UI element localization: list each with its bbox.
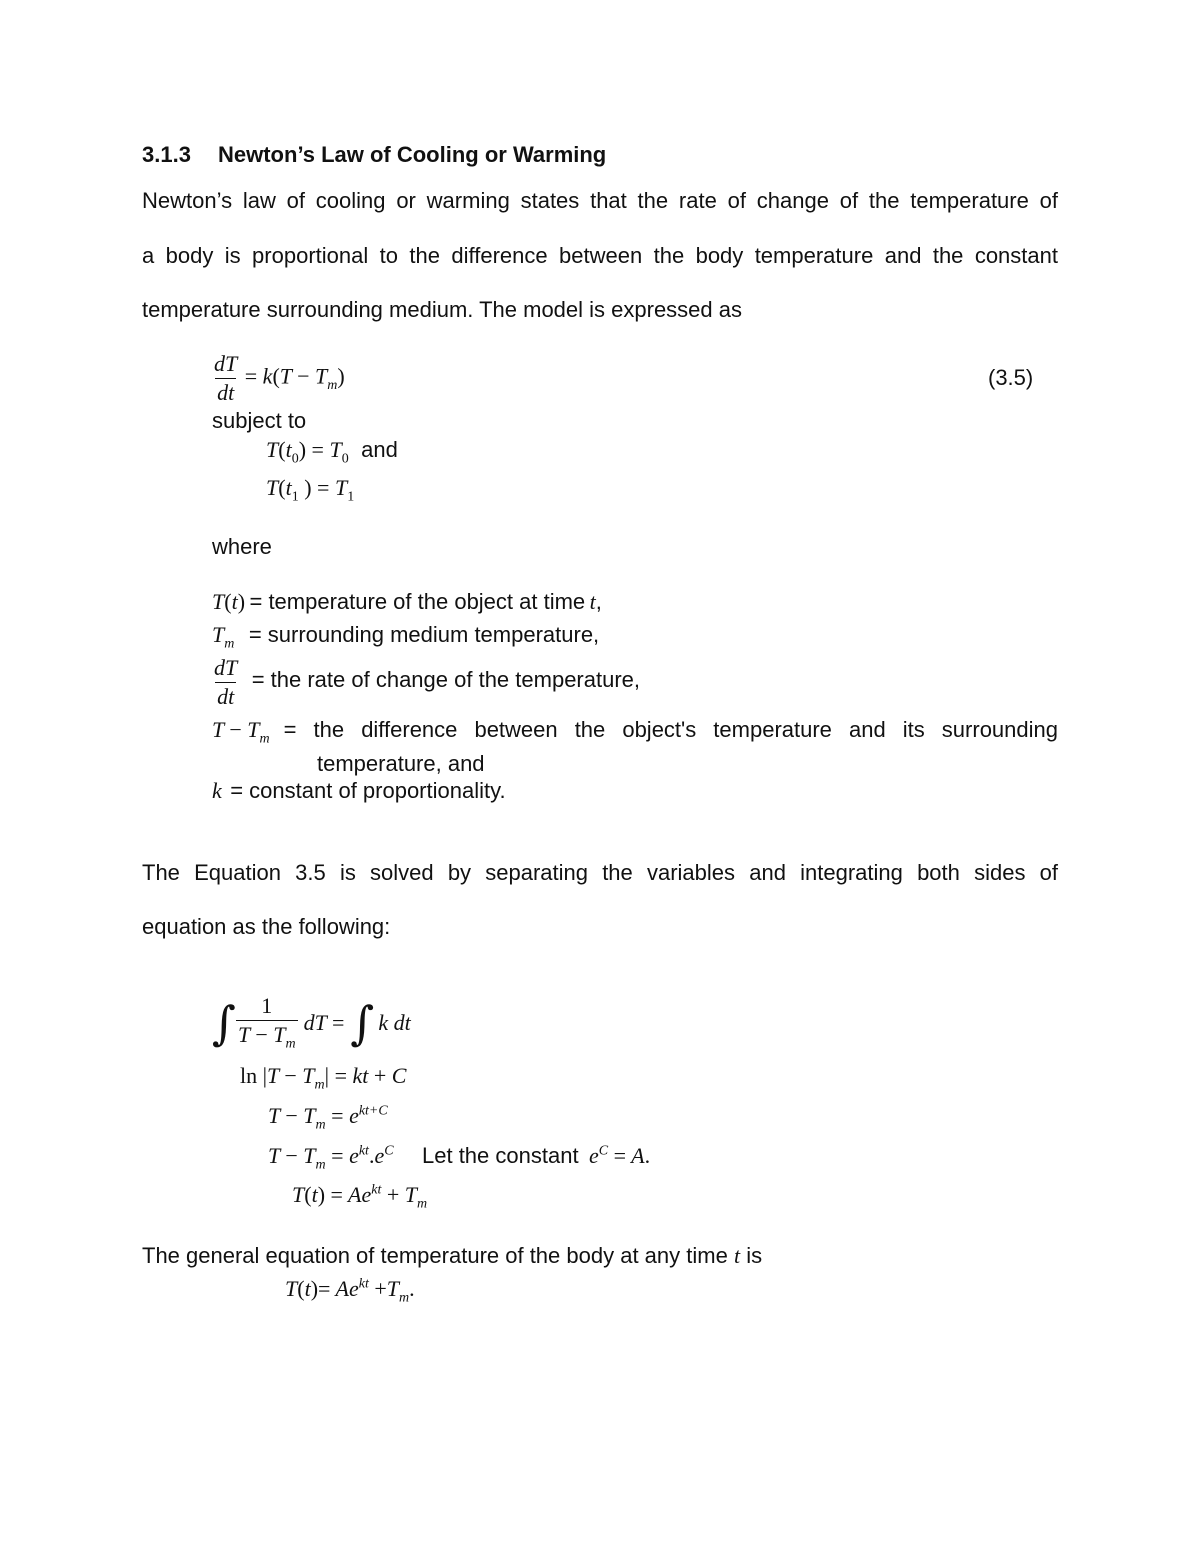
exp-equation-1: $T - T_m = e^{kt+C}$ [268, 1103, 388, 1133]
definition-T-of-t: T(t) = temperature of the object at time t, [212, 589, 602, 614]
section-number: 3.1.3 [142, 142, 191, 167]
model-equation: $\frac{dT}{dt}$ = $k(T - T_m)$ [214, 351, 345, 406]
exp-equation-2: $T - T_m = e^{kt}.e^C$ Let the constant $e^C = A$. [268, 1143, 651, 1173]
and-label: and [361, 437, 398, 462]
where-label: where [212, 534, 272, 559]
intro-line-1: Newton’s law of cooling or warming states that the rate of change of the temperature of [142, 188, 1058, 213]
general-equation-text: The general equation of temperature of the body at any time t is [142, 1243, 763, 1268]
definition-dT-dt: $\frac{dT}{dt}$ = the rate of change of the temperature, [214, 655, 641, 710]
solution-line-1: The Equation 3.5 is solved by separating the variables and integrating both sides of [142, 860, 1058, 885]
initial-condition-2: $T(t_1$ ) = $T_1$ [266, 475, 355, 505]
solution-equation: $T(t) = Ae^{kt} + T_m$ [292, 1182, 428, 1212]
section-title: Newton’s Law of Cooling or Warming [218, 142, 607, 167]
intro-line-2: a body is proportional to the difference between the body temperature and the constant [142, 243, 1058, 268]
dT-dt-fraction: $\frac{dT}{dt}$ [214, 351, 238, 406]
integral-equation: ∫ $\frac{1}{T - T_m}$ dT = ∫ k dt [212, 993, 411, 1052]
definition-Tm: $T_m$ = surrounding medium temperature, [212, 622, 600, 652]
subject-to-label: subject to [212, 408, 307, 433]
equation-number: (3.5) [988, 365, 1034, 390]
log-equation: $\ln |T - T_m|$ = kt + C [240, 1063, 407, 1093]
let-constant-text: Let the constant [422, 1143, 579, 1168]
definition-k: k = constant of proportionality. [212, 778, 506, 803]
integral-sign: ∫ [350, 995, 375, 1050]
definition-T-minus-Tm: $T - T_m$ = the difference between the object's temperature and its surrounding [212, 717, 1058, 747]
integral-sign: ∫ [212, 995, 236, 1050]
solution-line-2: equation as the following: [142, 914, 391, 939]
initial-condition-1: $T(t_0) = T_0$ and [266, 437, 398, 467]
section-heading [142, 142, 606, 168]
general-equation: $T(t)= Ae^{kt} +T_m$. [285, 1276, 415, 1306]
definition-T-minus-Tm-cont: temperature, and [317, 751, 485, 776]
intro-line-3: temperature surrounding medium. The model is expressed as [142, 297, 743, 322]
